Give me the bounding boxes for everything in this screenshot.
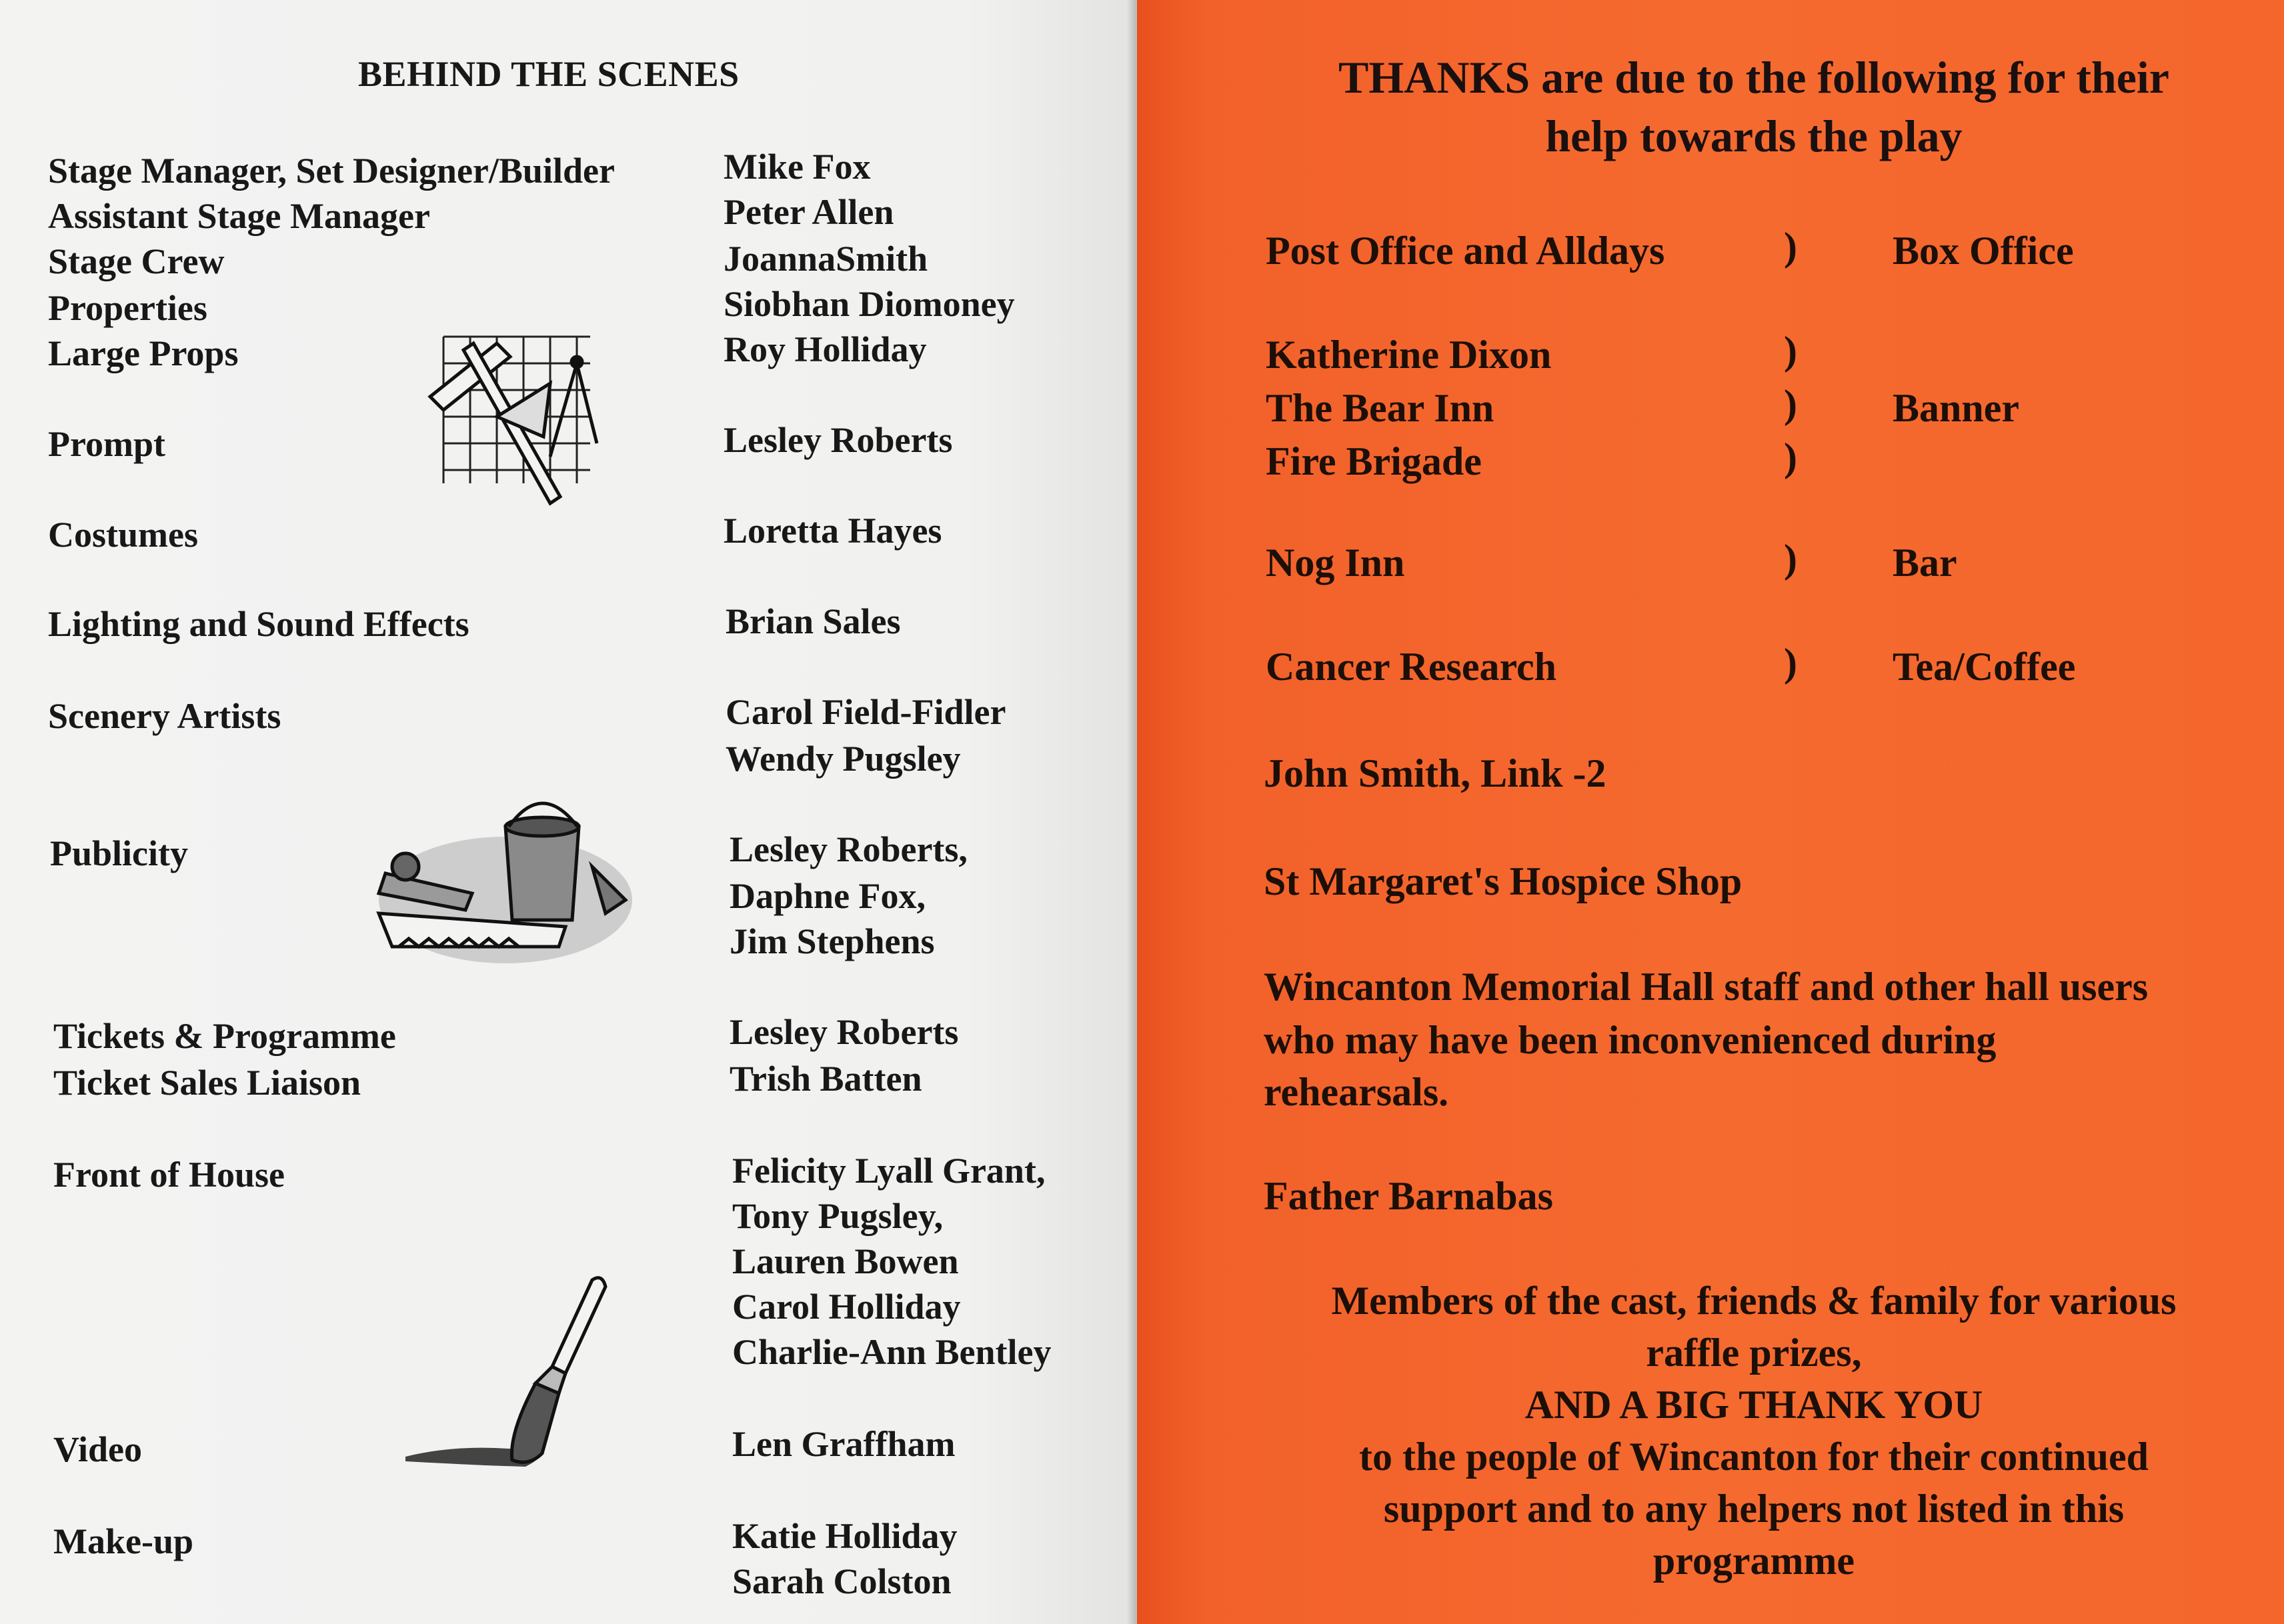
paint-tools-icon (365, 787, 632, 973)
role-properties: Properties (48, 288, 207, 328)
closing-line6: programme (1652, 1539, 1855, 1583)
name-lesley-roberts-publicity: Lesley Roberts, (730, 829, 968, 869)
thanks-title-line2: help towards the play (1545, 111, 1963, 161)
paintbrush-icon (399, 1267, 619, 1487)
role-make-up: Make-up (53, 1521, 194, 1561)
name-trish-batten: Trish Batten (730, 1059, 922, 1099)
paren: ) (1784, 382, 1797, 426)
thanks-for-bar: Bar (1893, 541, 1957, 585)
thanks-name-katherine-dixon: Katherine Dixon (1266, 333, 1552, 377)
thanks-for-box-office: Box Office (1893, 229, 2074, 273)
role-publicity: Publicity (50, 833, 189, 873)
name-joanna-smith: JoannaSmith (724, 239, 928, 279)
role-costumes: Costumes (48, 515, 198, 555)
name-carol-holliday: Carol Holliday (732, 1287, 961, 1327)
closing-line3: AND A BIG THANK YOU (1524, 1383, 1983, 1427)
closing-message (1254, 1275, 2254, 1587)
name-sarah-colston: Sarah Colston (732, 1561, 952, 1601)
name-brian-sales: Brian Sales (726, 601, 901, 641)
thanks-for-banner: Banner (1893, 386, 2020, 430)
thanks-hospice-shop: St Margaret's Hospice Shop (1264, 859, 1743, 903)
name-carol-field-fidler: Carol Field-Fidler (726, 692, 1006, 732)
name-lesley-roberts-prompt: Lesley Roberts (724, 420, 953, 460)
role-prompt: Prompt (48, 424, 165, 464)
thanks-hall-line2: who may have been inconvenienced during (1264, 1018, 1997, 1062)
name-len-graffham: Len Graffham (732, 1424, 956, 1464)
paren: ) (1784, 225, 1797, 269)
thanks-hall-line1: Wincanton Memorial Hall staff and other hall users (1264, 965, 2149, 1009)
name-katie-holliday: Katie Holliday (732, 1516, 958, 1556)
thanks-father-barnabas: Father Barnabas (1264, 1174, 1553, 1218)
name-peter-allen: Peter Allen (724, 192, 894, 232)
role-assistant-stage-manager: Assistant Stage Manager (48, 196, 430, 236)
name-siobhan-diomoney: Siobhan Diomoney (724, 284, 1015, 324)
role-tickets-programme: Tickets & Programme (53, 1016, 396, 1056)
role-stage-manager: Stage Manager, Set Designer/Builder (48, 151, 615, 191)
left-page (0, 0, 1137, 1624)
role-ticket-sales-liaison: Ticket Sales Liaison (53, 1063, 361, 1103)
thanks-title (1254, 48, 2254, 165)
thanks-title-line1: THANKS are due to the following for their (1338, 52, 2169, 103)
name-charlie-ann-bentley: Charlie-Ann Bentley (732, 1332, 1052, 1372)
thanks-for-tea-coffee: Tea/Coffee (1893, 645, 2076, 689)
thanks-name-fire-brigade: Fire Brigade (1266, 439, 1482, 483)
thanks-john-smith: John Smith, Link -2 (1264, 751, 1606, 795)
drafting-tools-icon (417, 310, 617, 510)
name-lauren-bowen: Lauren Bowen (732, 1241, 959, 1281)
thanks-name-cancer-research: Cancer Research (1266, 645, 1556, 689)
closing-line1: Members of the cast, friends & family for various (1331, 1279, 2177, 1323)
role-front-of-house: Front of House (53, 1155, 285, 1195)
behind-the-scenes-title: BEHIND THE SCENES (358, 54, 740, 94)
role-stage-crew: Stage Crew (48, 241, 225, 281)
paren: ) (1784, 435, 1797, 479)
name-mike-fox: Mike Fox (724, 147, 871, 187)
thanks-name-bear-inn: The Bear Inn (1266, 386, 1494, 430)
role-video: Video (53, 1429, 142, 1469)
name-felicity-lyall-grant: Felicity Lyall Grant, (732, 1151, 1046, 1191)
name-tony-pugsley: Tony Pugsley, (732, 1196, 944, 1236)
name-lesley-roberts-tickets: Lesley Roberts (730, 1012, 959, 1052)
paren: ) (1784, 329, 1797, 373)
thanks-hall-line3: rehearsals. (1264, 1070, 1449, 1114)
name-roy-holliday: Roy Holliday (724, 329, 927, 369)
name-wendy-pugsley: Wendy Pugsley (726, 739, 961, 779)
paren: ) (1784, 537, 1797, 581)
role-lighting-sound: Lighting and Sound Effects (48, 604, 469, 644)
name-loretta-hayes: Loretta Hayes (724, 511, 942, 551)
name-jim-stephens: Jim Stephens (730, 921, 935, 961)
thanks-name-nog-inn: Nog Inn (1266, 541, 1405, 585)
closing-line5: support and to any helpers not listed in this (1383, 1487, 2125, 1531)
closing-line4: to the people of Wincanton for their continued (1359, 1435, 2149, 1479)
role-large-props: Large Props (48, 333, 239, 373)
thanks-name-post-office: Post Office and Alldays (1266, 229, 1665, 273)
role-scenery-artists: Scenery Artists (48, 696, 281, 736)
paren: ) (1784, 641, 1797, 685)
name-daphne-fox: Daphne Fox, (730, 876, 926, 916)
closing-line2: raffle prizes, (1646, 1331, 1862, 1375)
